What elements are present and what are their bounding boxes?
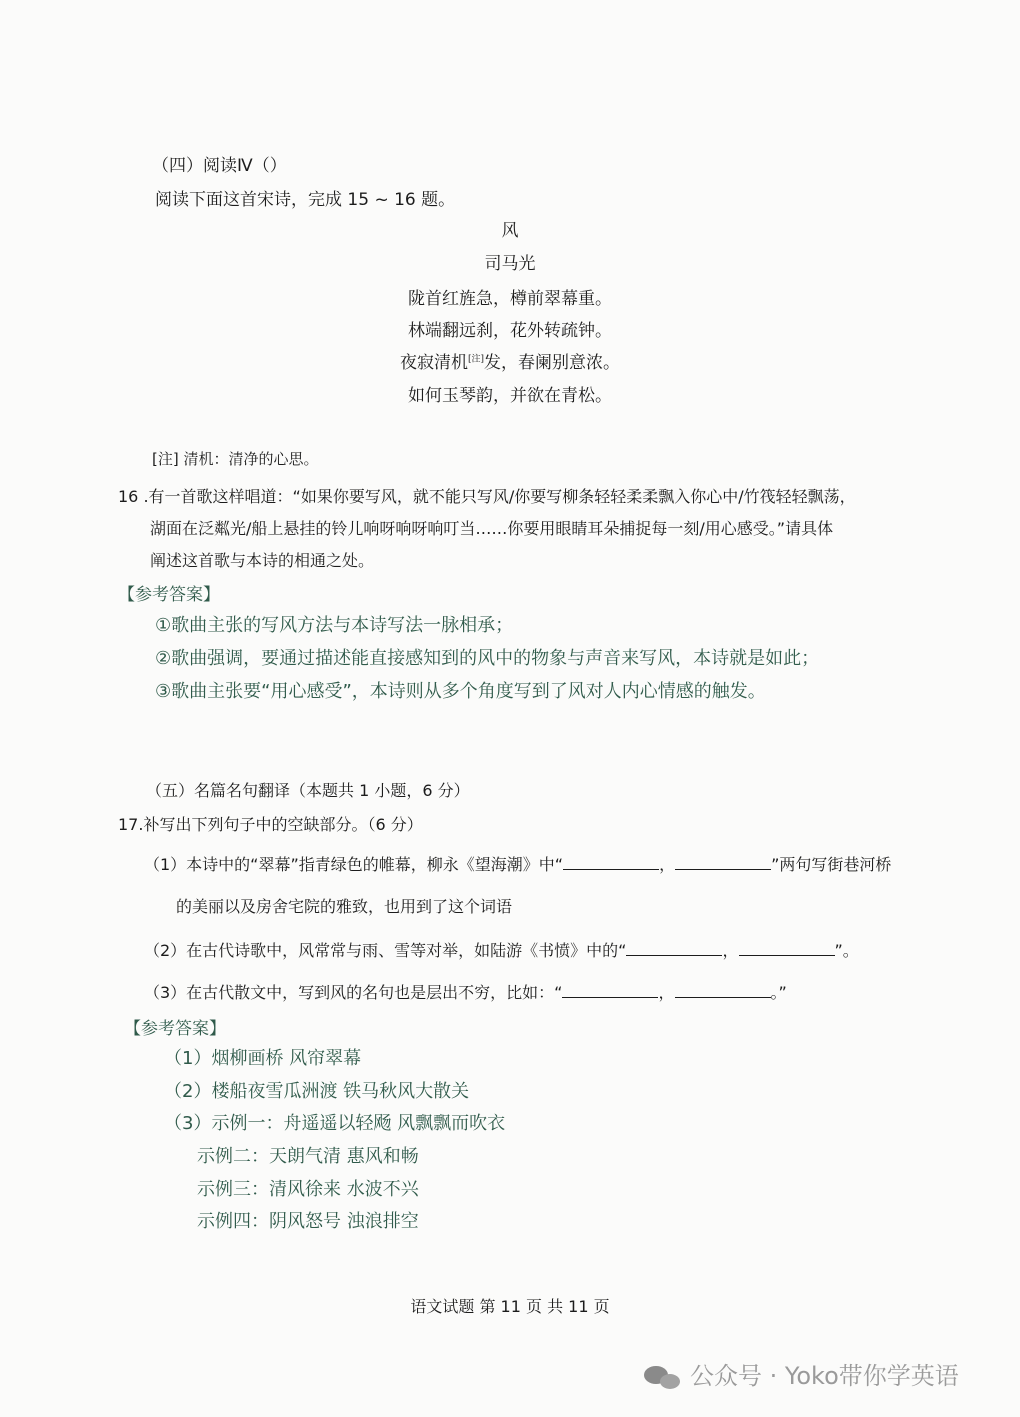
poem-line-4: 如何玉琴韵，并欲在青松。 xyxy=(408,386,612,406)
poem-note-marker: [注] xyxy=(467,354,485,365)
poem-footnote: [注] 清机：清净的心思。 xyxy=(152,450,319,468)
poem-line-3-part-b: 发，春阑别意浓。 xyxy=(484,353,621,373)
poem-title: 风 xyxy=(501,221,519,241)
q17-item-1-text-b: ”两句写街巷河桥 xyxy=(771,855,892,874)
watermark-text: 公众号 · Yoko带你学英语 xyxy=(690,1362,959,1390)
q17-item-1 xyxy=(144,852,891,875)
q17-item-1-text-a: （1）本诗中的“翠幕”指青绿色的帷幕，柳永《望海潮》中“ xyxy=(144,855,564,874)
q16-answer-heading: 【参考答案】 xyxy=(118,585,220,605)
q17-item-2 xyxy=(144,938,859,961)
q17-answer-3: （3）示例一：舟遥遥以轻飏 风飘飘而吹衣 xyxy=(164,1113,506,1134)
q17-answer-4: 示例二：天朗气清 惠风和畅 xyxy=(197,1146,419,1167)
fill-blank xyxy=(626,941,722,956)
section-heading-4: （四）阅读Ⅳ（） xyxy=(152,156,287,176)
fill-blank xyxy=(675,855,771,870)
q16-answer-2: ②歌曲强调，要通过描述能直接感知到的风中的物象与声音来写风，本诗就是如此； xyxy=(155,648,820,669)
q17-answer-heading: 【参考答案】 xyxy=(124,1019,226,1039)
q17-item-2-text-b: ”。 xyxy=(834,941,859,960)
q16-answer-1: ①歌曲主张的写风方法与本诗写法一脉相承； xyxy=(155,615,514,636)
poem-author: 司马光 xyxy=(484,254,536,274)
fill-blank xyxy=(562,983,658,998)
page-footer: 语文试题 第 11 页 共 11 页 xyxy=(410,1297,610,1316)
poem-line-2: 林端翻远刹，花外转疏钟。 xyxy=(408,321,612,341)
poem-line-1: 陇首红旌急，樽前翠幕重。 xyxy=(408,289,612,309)
q17-item-3-sep: ， xyxy=(658,983,675,1002)
q17-item-2-text-a: （2）在古代诗歌中，风常常与雨、雪等对举，如陆游《书愤》中的“ xyxy=(144,941,627,960)
q16-line-1: 16 .有一首歌这样唱道：“如果你要写风，就不能只写风/你要写柳条轻轻柔柔飘入你心中/竹筏轻轻飘荡， xyxy=(118,487,856,506)
q17-item-2-sep: ， xyxy=(722,941,739,960)
poem-line-3-part-a: 夜寂清机 xyxy=(399,353,468,373)
q17-item-3 xyxy=(144,980,787,1003)
q17-item-3-text-b: 。” xyxy=(770,983,787,1002)
fill-blank xyxy=(563,855,659,870)
q16-answer-3: ③歌曲主张要“用心感受”，本诗则从多个角度写到了风对人内心情感的触发。 xyxy=(155,681,766,702)
q17-item-1-continued: 的美丽以及房舍宅院的雅致，也用到了这个词语 xyxy=(176,897,513,916)
q16-line-3: 阐述这首歌与本诗的相通之处。 xyxy=(150,551,375,570)
q17-item-1-sep: ， xyxy=(659,855,676,874)
fill-blank xyxy=(739,941,835,956)
q17-answer-1: （1）烟柳画桥 风帘翠幕 xyxy=(164,1048,362,1069)
q17-answer-5: 示例三：清风徐来 水波不兴 xyxy=(197,1179,419,1200)
q17-item-3-text-a: （3）在古代散文中，写到风的名句也是层出不穷，比如：“ xyxy=(144,983,563,1002)
section-heading-5: （五）名篇名句翻译（本题共 1 小题，6 分） xyxy=(146,781,470,800)
poem-line-3 xyxy=(0,348,1020,373)
q17-answer-6: 示例四：阴风怒号 浊浪排空 xyxy=(197,1211,419,1232)
q17-prompt: 17.补写出下列句子中的空缺部分。（6 分） xyxy=(118,815,423,834)
reading-intro: 阅读下面这首宋诗，完成 15 ~ 16 题。 xyxy=(155,190,456,210)
fill-blank xyxy=(675,983,771,998)
q17-answer-2: （2）楼船夜雪瓜洲渡 铁马秋风大散关 xyxy=(164,1081,470,1102)
q16-line-2: 湖面在泛粼光/船上悬挂的铃儿响呀响呀响叮当……你要用眼睛耳朵捕捉每一刻/用心感受。”请具体 xyxy=(150,519,834,538)
